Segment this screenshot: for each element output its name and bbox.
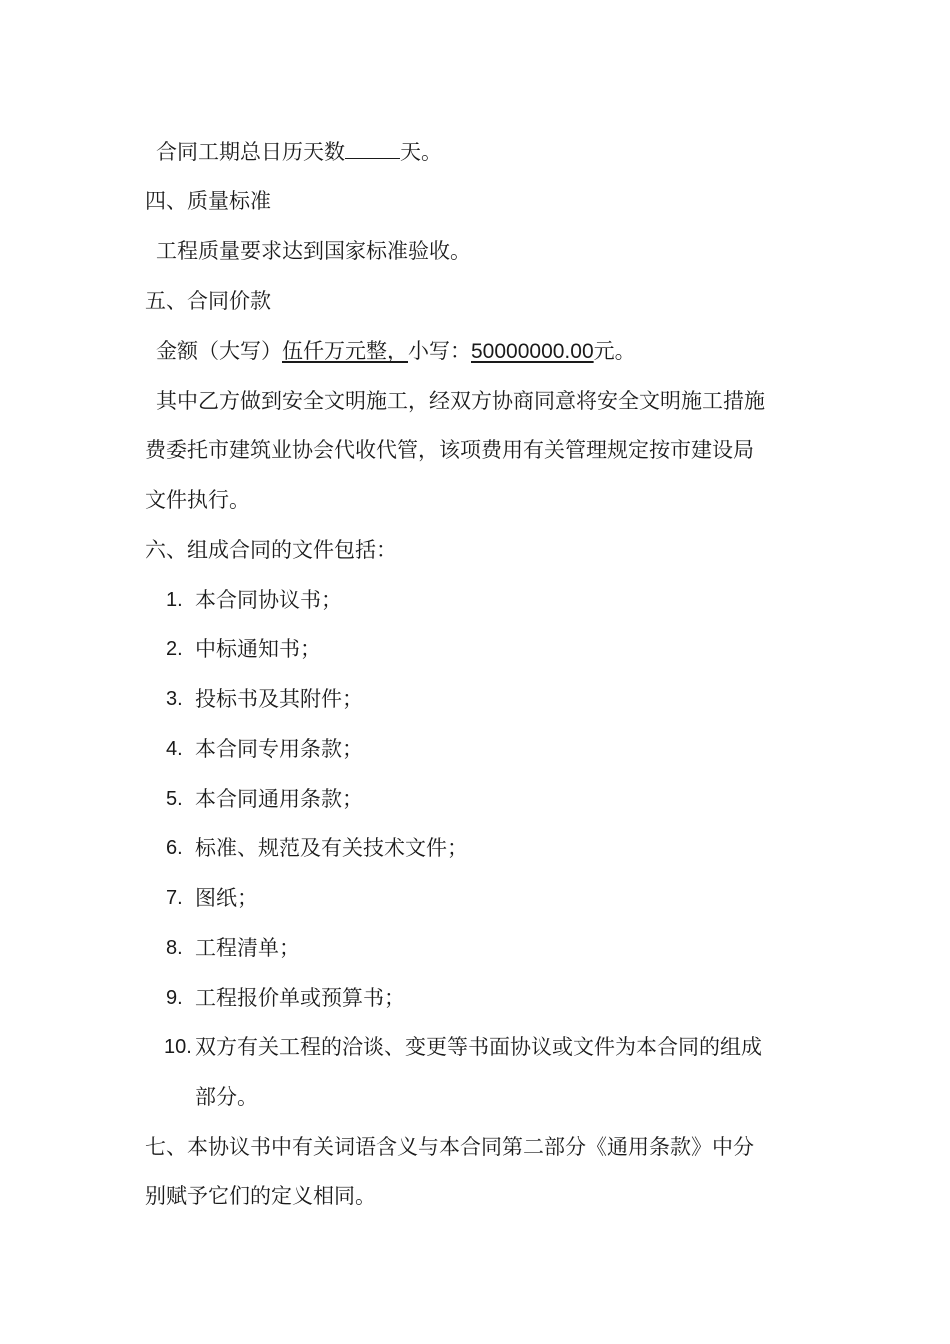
section-4-body: 工程质量要求达到国家标准验收。 — [156, 239, 471, 263]
list-item-text: 标准、规范及有关技术文件； — [195, 836, 468, 860]
amount-small-label: 小写： — [408, 339, 471, 363]
duration-blank — [345, 138, 400, 159]
section-6-heading: 六、组成合同的文件包括： — [145, 538, 397, 562]
amount-unit: 元。 — [593, 339, 636, 363]
duration-prefix: 合同工期总日历天数 — [156, 140, 345, 164]
section-5-heading: 五、合同价款 — [145, 289, 271, 313]
list-item-text: 本合同协议书； — [195, 588, 342, 612]
list-item-text: 图纸； — [195, 886, 258, 910]
list-item-number: 7. — [166, 887, 183, 909]
safety-fee-paragraph-line-2: 费委托市建筑业协会代收代管，该项费用有关管理规定按市建设局 — [145, 438, 754, 462]
list-item-text: 工程报价单或预算书； — [195, 986, 405, 1010]
section-7-line-1: 七、本协议书中有关词语含义与本合同第二部分《通用条款》中分 — [145, 1135, 754, 1159]
section-4-heading: 四、质量标准 — [145, 189, 271, 213]
list-item-number: 5. — [166, 788, 183, 810]
list-item-text: 投标书及其附件； — [195, 687, 363, 711]
list-item-number: 2. — [166, 638, 183, 660]
list-item-number: 9. — [166, 987, 183, 1009]
list-item-number: 10. — [164, 1036, 192, 1058]
list-item-number: 8. — [166, 937, 183, 959]
list-item-text: 本合同通用条款； — [195, 787, 363, 811]
list-item-number: 3. — [166, 688, 183, 710]
list-item-text: 双方有关工程的洽谈、变更等书面协议或文件为本合同的组成 — [195, 1035, 762, 1059]
list-item-number: 4. — [166, 738, 183, 760]
contract-duration-line — [156, 137, 442, 167]
list-item-text: 中标通知书； — [195, 637, 321, 661]
amount-in-figures: 50000000.00 — [471, 340, 594, 363]
list-item-number: 6. — [166, 837, 183, 859]
safety-fee-paragraph-line-3: 文件执行。 — [145, 488, 250, 512]
list-item-text: 工程清单； — [195, 936, 300, 960]
amount-in-words: 伍仟万元整， — [282, 339, 408, 363]
amount-label: 金额（大写） — [156, 339, 282, 363]
list-item-number: 1. — [166, 589, 183, 611]
list-item-text: 本合同专用条款； — [195, 737, 363, 761]
safety-fee-paragraph-line-1: 其中乙方做到安全文明施工，经双方协商同意将安全文明施工措施 — [156, 389, 765, 413]
section-7-line-2: 别赋予它们的定义相同。 — [145, 1184, 376, 1208]
duration-suffix: 天。 — [400, 140, 442, 164]
contract-amount-line — [156, 336, 636, 366]
list-item-text-continuation: 部分。 — [195, 1085, 258, 1109]
